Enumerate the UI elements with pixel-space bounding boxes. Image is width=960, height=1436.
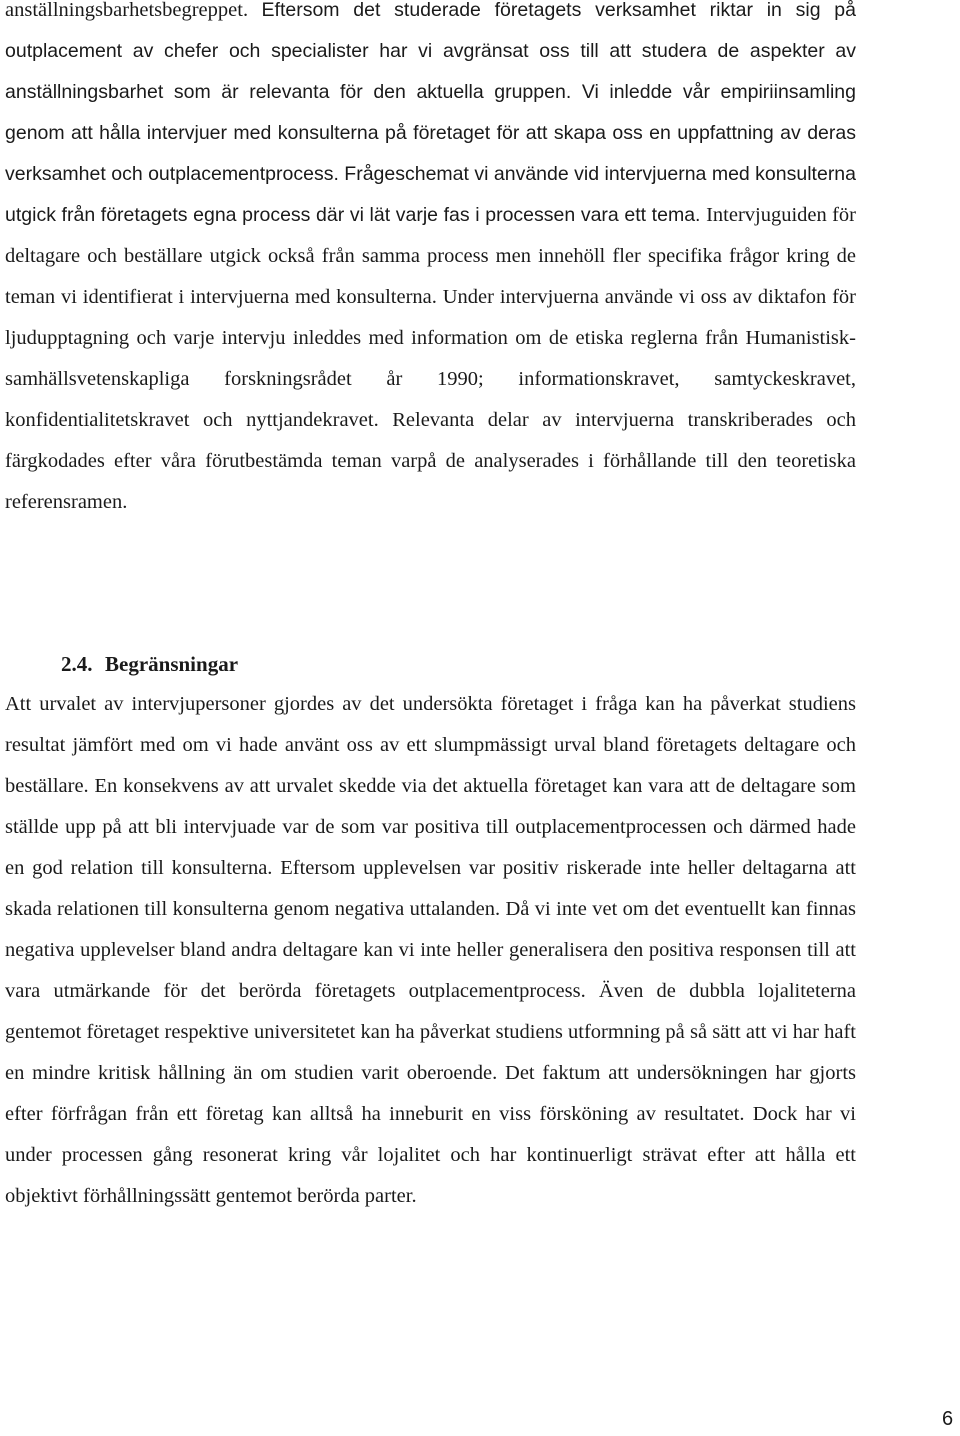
section-title: Begränsningar xyxy=(105,652,239,676)
body-paragraph-limitations xyxy=(5,684,856,1217)
body-paragraph-method xyxy=(5,0,856,523)
text-run: Intervjuguiden för deltagare och beställare utgick också från samma process men innehöll fler specifika frågor kring de teman vi identifierat i intervjuerna med konsulterna. Under intervjuerna använde vi oss av diktafon för ljudupptagning och varje intervju inleddes med information om de etiska reglerna från Humanistisk-samhällsvetenskapliga forskningsrådet år 1990; informationskravet, samtyckeskravet, konfidentialitetskravet och nyttjandekravet. Relevanta delar av intervjuerna transkriberades och färgkodades efter våra förutbestämda teman varpå de analyserades i förhållande till den teoretiska referensramen. xyxy=(5,204,856,513)
section-number: 2.4. xyxy=(61,652,93,676)
text-run: Att urvalet av intervjupersoner gjordes av det undersökta företaget i fråga kan ha påverkat studiens resultat jämfört med om vi hade använt oss av ett slumpmässigt urval bland företagets deltagare och beställare. En konsekvens av att urvalet skedde via det aktuella företaget kan vara att de deltagare som ställde upp på att bli intervjuade var de som var positiva till outplacementprocessen och därmed hade en god relation till konsulterna. Eftersom upplevelsen var positiv riskerade inte heller deltagarna att skada relationen till konsulterna genom negativa uttalanden. Då vi inte vet om det eventuellt kan finnas negativa upplevelser bland andra deltagare kan vi inte heller generalisera den positiva responsen till att vara utmärkande för det berörda företagets outplacementprocess. Även de dubbla lojaliteterna gentemot företaget respektive universitetet kan ha påverkat studiens utformning på så sätt att vi har haft en mindre kritisk hållning än om studien varit oberoende. Det faktum att undersökningen har gjorts efter förfrågan från ett företag kan alltså ha inneburit en viss försköning av resultatet. Dock har vi under processen gång resonerat kring vår lojalitet och har kontinuerligt strävat efter att hålla ett objektivt förhållningssätt gentemot berörda parter. xyxy=(5,693,856,1207)
section-heading xyxy=(61,644,238,685)
page-number: 6 xyxy=(942,1408,954,1430)
text-run: anställningsbarhetsbegreppet. xyxy=(5,0,262,21)
text-run: Eftersom det studerade företagets verksamhet riktar in sig på outplacement av chefer och specialister har vi avgränsat oss till att studera de aspekter av anställningsbarhet som är relevanta för den aktuella gruppen. Vi inledde vår empiriinsamling genom att hålla intervjuer med konsulterna på företaget för att skapa oss en uppfattning av deras verksamhet och outplacementprocess. Frågeschemat vi använde vid intervjuerna med konsulterna utgick från företagets egna process där vi lät varje fas i processen vara ett tema. xyxy=(5,0,856,226)
